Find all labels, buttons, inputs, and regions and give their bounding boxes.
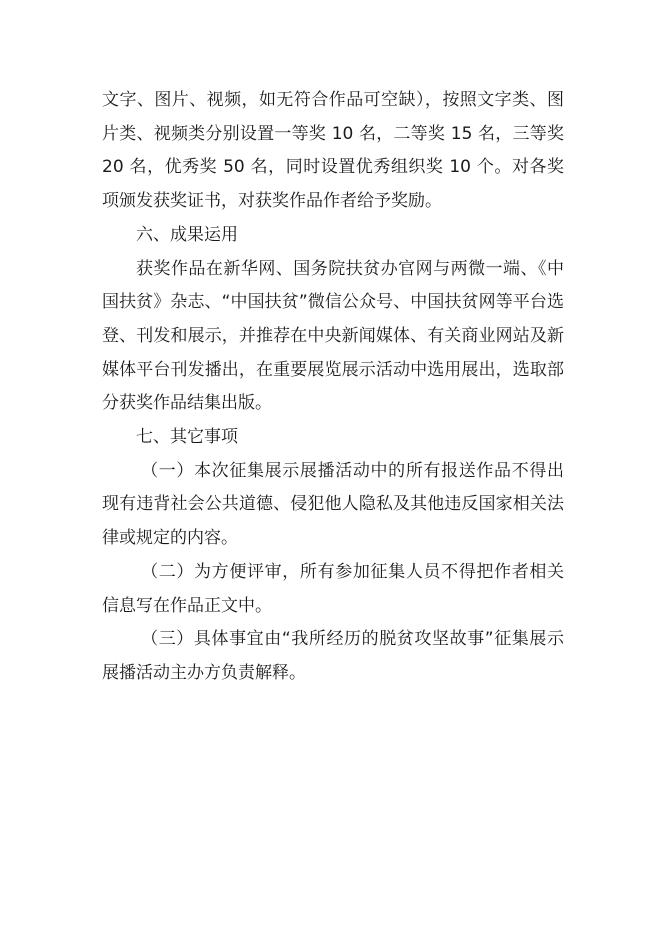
section-7-heading: 七、其它事项 [136,427,238,448]
award-paragraph: 文字、图片、视频，如无符合作品可空缺），按照文字类、图片类、视频类分别设置一等奖 10 名，二等奖 15 名，三等奖 20 名，优秀奖 50 名，同时设置优秀组织奖 10 个。对各奖项颁发获奖证书，对获奖作品作者给予奖励。 [102,90,564,212]
document-body [102,84,564,691]
section-7-item-3: （三）具体事宜由“我所经历的脱贫攻坚故事”征集展示展播活动主办方负责解释。 [102,629,564,683]
section-7-item-2: （二）为方便评审，所有参加征集人员不得把作者相关信息写在作品正文中。 [102,561,564,616]
section-6-paragraph: 获奖作品在新华网、国务院扶贫办官网与两微一端、《中国扶贫》杂志、“中国扶贫”微信公众号、中国扶贫网等平台选登、刊发和展示，并推荐在中央新闻媒体、有关商业网站及新媒体平台刊发播出，在重要展览展示活动中选用展出，选取部分获奖作品结集出版。 [102,258,564,414]
section-6-heading: 六、成果运用 [136,224,238,245]
section-7-item-1: （一）本次征集展示展播活动中的所有报送作品不得出现有违背社会公共道德、侵犯他人隐私及其他违反国家相关法律或规定的内容。 [102,460,564,549]
